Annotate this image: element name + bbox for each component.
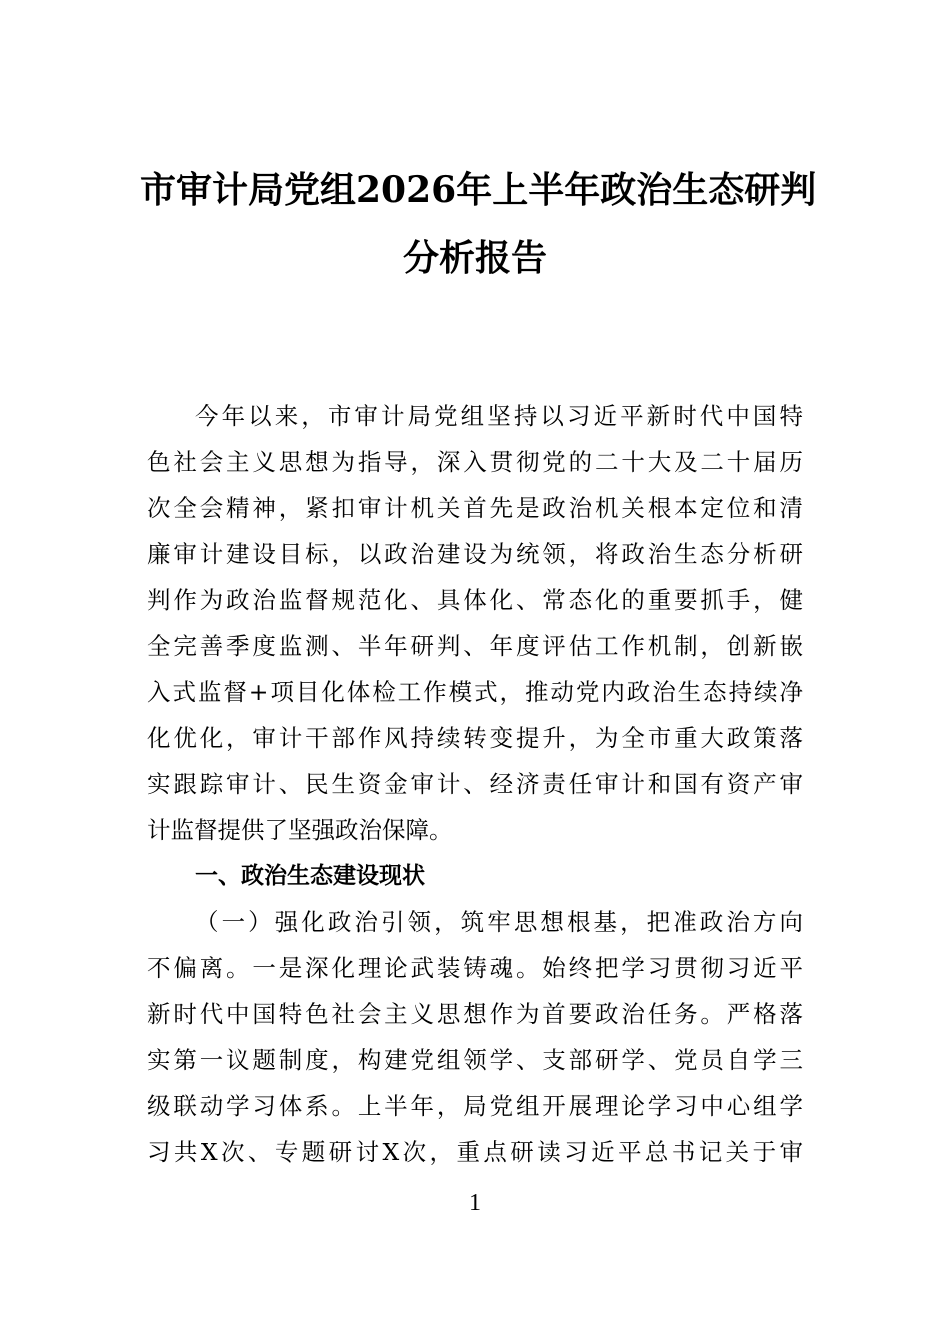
intro-paragraph-line: 实跟踪审计、民生资金审计、经济责任审计和国有资产审	[147, 770, 803, 798]
page-number: 1	[469, 1190, 481, 1216]
document-title-line-1: 市审计局党组2026年上半年政治生态研判	[140, 169, 817, 211]
section-paragraph-line: 实第一议题制度，构建党组领学、支部研学、党员自学三	[147, 1046, 803, 1074]
section-paragraph-line: 级联动学习体系。上半年，局党组开展理论学习中心组学	[147, 1092, 803, 1120]
intro-paragraph-line: 判作为政治监督规范化、具体化、常态化的重要抓手，健	[147, 586, 803, 614]
intro-paragraph-line: 全完善季度监测、半年研判、年度评估工作机制，创新嵌	[147, 632, 803, 660]
intro-paragraph-line: 次全会精神，紧扣审计机关首先是政治机关根本定位和清	[147, 494, 803, 522]
intro-paragraph-line: 色社会主义思想为指导，深入贯彻党的二十大及二十届历	[147, 448, 803, 476]
intro-paragraph-line: 计监督提供了坚强政治保障。	[147, 816, 453, 844]
section-paragraph-line: 不偏离。一是深化理论武装铸魂。始终把学习贯彻习近平	[147, 954, 803, 982]
section-heading: 一、政治生态建设现状	[195, 863, 425, 889]
section-paragraph-line: 习共X次、专题研讨X次，重点研读习近平总书记关于审	[147, 1138, 803, 1166]
section-paragraph-line: 新时代中国特色社会主义思想作为首要政治任务。严格落	[147, 1000, 803, 1028]
intro-paragraph-line: 廉审计建设目标，以政治建设为统领，将政治生态分析研	[147, 540, 803, 568]
intro-paragraph-line: 化优化，审计干部作风持续转变提升，为全市重大政策落	[147, 724, 803, 752]
intro-paragraph-line: 今年以来，市审计局党组坚持以习近平新时代中国特	[195, 402, 803, 430]
section-paragraph-line: （一）强化政治引领，筑牢思想根基，把准政治方向	[195, 908, 803, 936]
document-title-line-2: 分析报告	[402, 237, 547, 279]
intro-paragraph-line: 入式监督+项目化体检工作模式，推动党内政治生态持续净	[147, 678, 803, 706]
